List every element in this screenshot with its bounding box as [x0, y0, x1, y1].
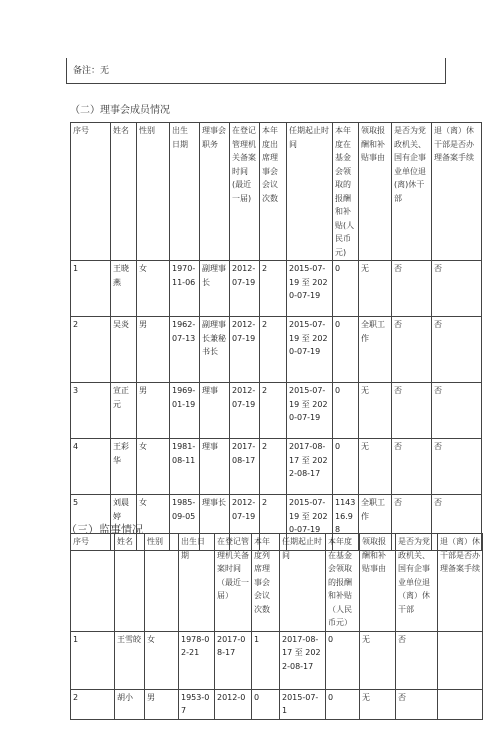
- table-cell: 胡小: [115, 689, 145, 719]
- header-cell: 本年度在基金会领取的报酬和补贴(人民币元): [333, 123, 359, 261]
- table-cell: 2012-07-19: [230, 261, 260, 317]
- table-cell: 1985-09-05: [170, 495, 200, 551]
- header-cell: 任期起止时间: [287, 123, 333, 261]
- table-cell: 1: [71, 631, 115, 689]
- table-row: [71, 689, 483, 719]
- remarks-box: [66, 58, 446, 84]
- table-cell: 1: [252, 631, 280, 689]
- table-cell: 女: [137, 261, 170, 317]
- table-cell: 1962-07-13: [170, 317, 200, 383]
- table-cell: 1969-01-19: [170, 383, 200, 439]
- remarks-text: 备注：无: [73, 66, 110, 76]
- table-cell: 无: [359, 439, 392, 495]
- table-cell: 王雪皎: [115, 631, 145, 689]
- table-cell: 2012-07-19: [230, 383, 260, 439]
- table-cell: 2012-07-19: [230, 495, 260, 551]
- table-cell: 理事长: [200, 495, 230, 551]
- table-cell: 无: [360, 689, 396, 719]
- table-cell: 否: [392, 317, 432, 383]
- table-cell: 1: [71, 261, 111, 317]
- table-cell: 否: [432, 383, 482, 439]
- table-cell: 否: [432, 439, 482, 495]
- table-cell: 否: [392, 439, 432, 495]
- table-cell: 2: [260, 495, 287, 551]
- table-cell: 理事: [200, 383, 230, 439]
- table-row: [71, 439, 482, 495]
- table-cell: 男: [145, 689, 179, 719]
- header-cell: 在登记管理机关备案时间(最近一届): [230, 123, 260, 261]
- table-cell: 0: [326, 689, 360, 719]
- table-cell: 1970-11-06: [170, 261, 200, 317]
- header-cell: 本年度出席理事会会议次数: [260, 123, 287, 261]
- table-cell: 2: [260, 317, 287, 383]
- table-cell: 全职工作: [359, 317, 392, 383]
- table-cell: 1978-02-21: [179, 631, 215, 689]
- header-cell: 领取报酬和补贴事由: [360, 534, 396, 632]
- header-cell: 在登记管理机关备案时间（最近一届）: [215, 534, 252, 632]
- table-cell: 女: [137, 439, 170, 495]
- table-cell: 无: [360, 631, 396, 689]
- table-cell: 1981-08-11: [170, 439, 200, 495]
- table-cell: 否: [432, 317, 482, 383]
- table-row: [71, 317, 482, 383]
- header-cell: 是否为党政机关、国有企事业单位退(离)休干部: [392, 123, 432, 261]
- table-cell: 114316.98: [333, 495, 359, 551]
- table-cell: [438, 631, 483, 689]
- table-cell: 否: [392, 383, 432, 439]
- table-cell: 2015-07-19 至 2020-07-19: [287, 383, 333, 439]
- table-cell: 2017-08-17: [230, 439, 260, 495]
- table-cell: 否: [392, 261, 432, 317]
- table-cell: 0: [333, 261, 359, 317]
- council-members-table: [70, 122, 482, 551]
- table-cell: 无: [359, 261, 392, 317]
- table-cell: 5: [71, 495, 111, 551]
- header-cell: 姓名: [111, 123, 137, 261]
- table-header-row: [71, 123, 482, 261]
- table-cell: 2: [260, 439, 287, 495]
- table-cell: 2012-07-19: [230, 317, 260, 383]
- table-cell: 否: [396, 631, 438, 689]
- header-cell: 理事会职务: [200, 123, 230, 261]
- table-cell: 2017-08-17: [215, 631, 252, 689]
- table-cell: 0: [333, 383, 359, 439]
- header-cell: 姓名: [115, 534, 145, 632]
- table-cell: 王彩华: [111, 439, 137, 495]
- table-cell: 2012-0: [215, 689, 252, 719]
- table-cell: 理事: [200, 439, 230, 495]
- table-cell: 1953-07: [179, 689, 215, 719]
- header-cell: 出生日期: [179, 534, 215, 632]
- table-cell: 否: [432, 495, 482, 551]
- header-cell: 本年度列席理事会会议次数: [252, 534, 280, 632]
- header-cell: 退（离）休干部是否办理备案手续: [438, 534, 483, 632]
- supervisor-section-heading: （三）监事情况: [66, 523, 143, 536]
- table-cell: 2: [260, 261, 287, 317]
- table-cell: 男: [137, 317, 170, 383]
- table-cell: 否: [432, 261, 482, 317]
- table-cell: 2015-07-19 至 2020-07-19: [287, 261, 333, 317]
- header-cell: 序号: [71, 123, 111, 261]
- table-cell: 王晓燕: [111, 261, 137, 317]
- table-cell: 男: [137, 383, 170, 439]
- table-cell: 女: [137, 495, 170, 551]
- header-cell: 性别: [145, 534, 179, 632]
- table-row: [71, 383, 482, 439]
- header-cell: 是否为党政机关、国有企事业单位退（离）休干部: [396, 534, 438, 632]
- header-cell: 本年度在基金会领取的报酬和补贴（人民币元）: [326, 534, 360, 632]
- header-cell: 任期起止时间: [280, 534, 326, 632]
- table-cell: 2017-08-17 至 2022-08-17: [280, 631, 326, 689]
- header-cell: 序号: [71, 534, 115, 632]
- table-cell: 2015-07-19 至 2020-07-19: [287, 317, 333, 383]
- table-cell: 刘晨婷: [111, 495, 137, 551]
- table-cell: 2: [71, 689, 115, 719]
- table-cell: 4: [71, 439, 111, 495]
- table-cell: [438, 689, 483, 719]
- table-cell: 女: [145, 631, 179, 689]
- table-cell: 2015-07-1: [280, 689, 326, 719]
- table-cell: 0: [252, 689, 280, 719]
- supervisors-table: [70, 533, 483, 720]
- header-cell: 出生 日期: [170, 123, 200, 261]
- table-row: [71, 261, 482, 317]
- table-cell: 2: [71, 317, 111, 383]
- table-cell: 否: [396, 689, 438, 719]
- table-cell: 副理事长兼秘书长: [200, 317, 230, 383]
- header-cell: 性别: [137, 123, 170, 261]
- header-cell: 退（离）休干部是否办理备案手续: [432, 123, 482, 261]
- table-cell: 2017-08-17 至 2022-08-17: [287, 439, 333, 495]
- table-cell: 3: [71, 383, 111, 439]
- table-cell: 副理事长: [200, 261, 230, 317]
- table-cell: 吴炎: [111, 317, 137, 383]
- table-cell: 2015-07-19 至 2020-07-19: [287, 495, 333, 551]
- table-cell: 全职工作: [359, 495, 392, 551]
- table-header-row: [71, 534, 483, 632]
- council-section-heading: （二）理事会成员情况: [70, 105, 170, 116]
- table-cell: 0: [333, 439, 359, 495]
- table-cell: 2: [260, 383, 287, 439]
- table-cell: 0: [333, 317, 359, 383]
- table-cell: 0: [326, 631, 360, 689]
- table-row: [71, 631, 483, 689]
- table-cell: 无: [359, 383, 392, 439]
- table-cell: 宣正元: [111, 383, 137, 439]
- header-cell: 领取报酬和补贴事由: [359, 123, 392, 261]
- table-cell: 否: [392, 495, 432, 551]
